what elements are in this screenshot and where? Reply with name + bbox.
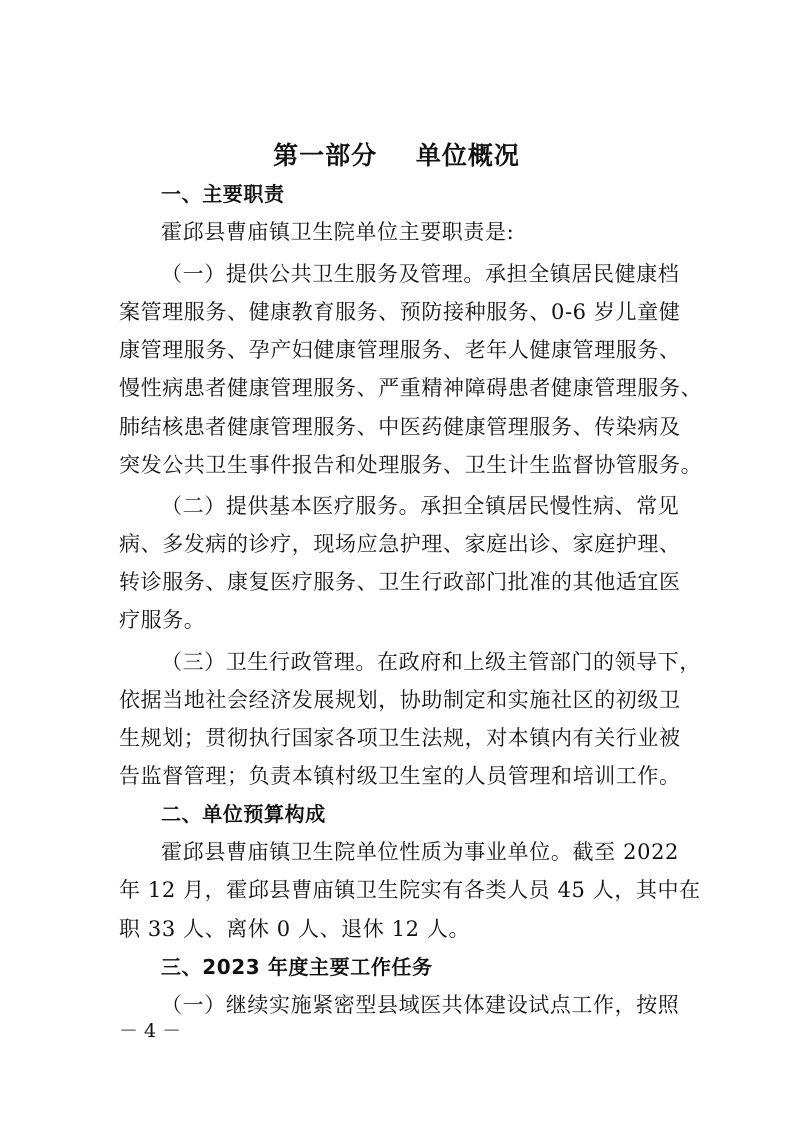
paragraph-line: 案管理服务、健康教育服务、预防接种服务、0-6 岁儿童健 [119,300,681,324]
paragraph-line: 年 12 月，霍邱县曹庙镇卫生院实有各类人员 45 人，其中在 [119,878,701,902]
section-heading-tasks: 三、2023 年度主要工作任务 [161,955,433,979]
paragraph-line: （三）卫生行政管理。在政府和上级主管部门的领导下， [161,650,701,674]
paragraph-line: （一）继续实施紧密型县域医共体建设试点工作，按照 [161,993,680,1017]
paragraph-line: 霍邱县曹庙镇卫生院单位性质为事业单位。截至 2022 [161,840,679,864]
paragraph-line: （二）提供基本医疗服务。承担全镇居民慢性病、常见 [161,494,680,518]
paragraph-line: 职 33 人、离休 0 人、退休 12 人。 [119,917,471,941]
section-heading-budget: 二、单位预算构成 [161,802,326,826]
paragraph-line: 转诊服务、康复医疗服务、卫生行政部门批准的其他适宜医 [119,570,681,594]
paragraph-line: 慢性病患者健康管理服务、严重精神障碍患者健康管理服务、 [119,376,703,400]
paragraph-line: 肺结核患者健康管理服务、中医药健康管理服务、传染病及 [119,415,681,439]
paragraph-line: 生规划；贯彻执行国家各项卫生法规，对本镇内有关行业被 [119,726,681,750]
paragraph-line: 突发公共卫生事件报告和处理服务、卫生计生监督协管服务。 [119,453,703,477]
page-title: 第一部分 单位概况 [273,141,520,170]
section-intro: 霍邱县曹庙镇卫生院单位主要职责是: [161,220,515,244]
paragraph-line: （一）提供公共卫生服务及管理。承担全镇居民健康档 [161,262,680,286]
paragraph-line: 告监督管理；负责本镇村级卫生室的人员管理和培训工作。 [119,764,681,788]
paragraph-line: 疗服务。 [119,608,206,632]
page-number: － 4 － [119,1020,182,1042]
paragraph-line: 康管理服务、孕产妇健康管理服务、老年人健康管理服务、 [119,338,681,362]
paragraph-line: 病、多发病的诊疗，现场应急护理、家庭出诊、家庭护理、 [119,532,681,556]
section-heading-duties: 一、主要职责 [161,182,285,206]
paragraph-line: 依据当地社会经济发展规划，协助制定和实施社区的初级卫 [119,688,681,712]
